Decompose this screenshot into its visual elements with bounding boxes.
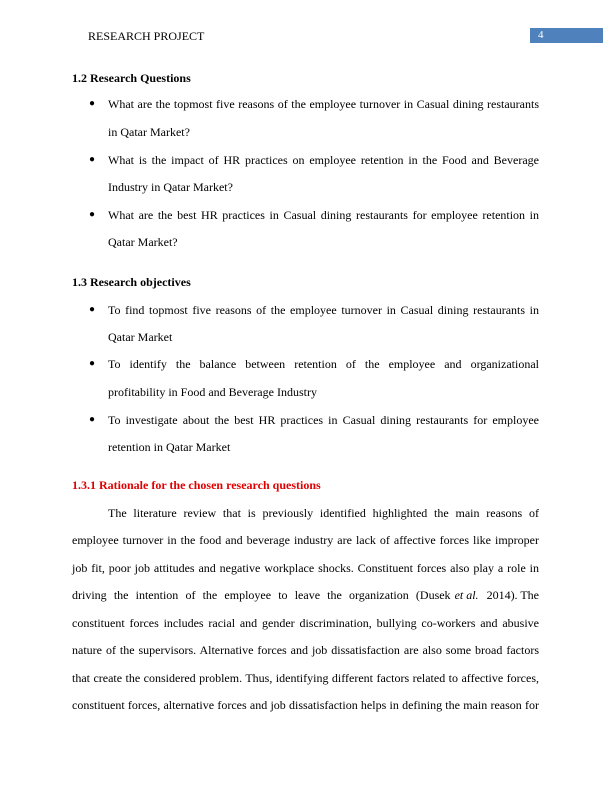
- bullet-icon: ●: [89, 304, 96, 315]
- paragraph-line: job fit, poor job attitudes and negative workplace shocks. Constituent forces also play a role in: [72, 561, 539, 575]
- heading-research-objectives: 1.3 Research objectives: [72, 275, 191, 289]
- list-item-line: retention in Qatar Market: [108, 440, 231, 454]
- list-item-line: To investigate about the best HR practices in Casual dining restaurants for employee: [108, 413, 539, 427]
- bullet-icon: ●: [89, 358, 96, 369]
- list-item-line: profitability in Food and Beverage Industry: [108, 385, 317, 399]
- page-number-badge: 4: [530, 28, 603, 43]
- heading-rationale: 1.3.1 Rationale for the chosen research questions: [72, 478, 321, 492]
- paragraph-line: employee turnover in the food and beverage industry are lack of affective forces like improper: [72, 533, 539, 547]
- paragraph-line: constituent forces, alternative forces and job dissatisfaction helps in defining the main reason for: [72, 698, 539, 712]
- bullet-icon: ●: [89, 209, 96, 220]
- paragraph-line: nature of the supervisors. Alternative forces and job dissatisfaction are also some broad factors: [72, 643, 539, 657]
- line-text: driving the intention of the employee to leave the organization (Dusek: [72, 588, 451, 602]
- running-header-title: RESEARCH PROJECT: [88, 29, 205, 43]
- list-item-line: in Qatar Market?: [108, 125, 190, 139]
- bullet-icon: ●: [89, 154, 96, 165]
- paragraph-line: [72, 588, 539, 603]
- paragraph-line: that create the considered problem. Thus, identifying different factors related to affective forces,: [72, 671, 539, 685]
- list-item-line: To find topmost five reasons of the employee turnover in Casual dining restaurants in: [108, 303, 539, 317]
- citation-italic: et al.: [454, 588, 479, 602]
- list-item-line: To identify the balance between retention of the employee and organizational: [108, 357, 539, 371]
- paragraph-line: The literature review that is previously identified highlighted the main reasons of: [108, 506, 539, 520]
- paragraph-line: constituent forces includes racial and gender discrimination, bullying co-workers and abusive: [72, 616, 539, 630]
- list-item-line: What is the impact of HR practices on employee retention in the Food and Beverage: [108, 153, 539, 167]
- citation-tail: 2014). The: [486, 588, 539, 602]
- bullet-icon: ●: [89, 98, 96, 109]
- list-item-line: Qatar Market: [108, 330, 173, 344]
- list-item-line: What are the best HR practices in Casual dining restaurants for employee retention in: [108, 208, 539, 222]
- heading-research-questions: 1.2 Research Questions: [72, 71, 191, 85]
- list-item-line: What are the topmost five reasons of the employee turnover in Casual dining restaurants: [108, 97, 539, 111]
- bullet-icon: ●: [89, 414, 96, 425]
- list-item-line: Qatar Market?: [108, 235, 178, 249]
- list-item-line: Industry in Qatar Market?: [108, 180, 233, 194]
